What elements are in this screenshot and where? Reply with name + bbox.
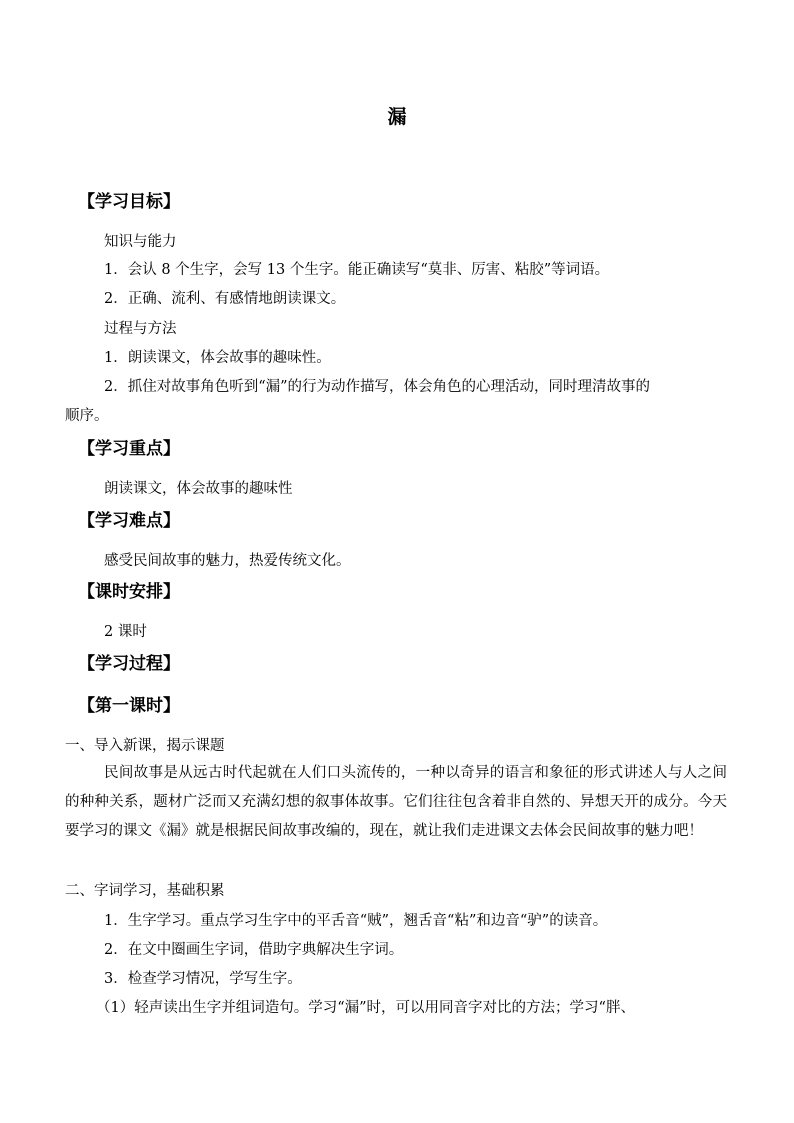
goal-item-4-line-1: 2．抓住对故事角色听到“漏”的行为动作描写，体会角色的心理活动，同时理清故事的 <box>104 379 651 395</box>
goal-item-4-line-2: 顺序。 <box>65 408 109 424</box>
heading-difficulties: 【学习难点】 <box>78 511 180 531</box>
document-title: 漏 <box>387 106 407 128</box>
goal-item-1: 1．会认 8 个生字，会写 13 个生字。能正确读写“莫非、厉害、粘胶”等词语。 <box>104 262 610 278</box>
step-1-paragraph: 民间故事是从远古时代起就在人们口头流传的，一种以奇异的语言和象征的形式讲述人与人之间的种种关系，题材广泛而又充满幻想的叙事体故事。它们往往包含着非自然的、异想天开的成分。今天要学习的课文《漏》就是根据民间故事改编的，现在，就让我们走进课文去体会民间故事的魅力吧！ <box>65 765 727 839</box>
step-2-title: 二、字词学习，基础积累 <box>65 883 225 899</box>
step-2-item-2: 2．在文中圈画生字词，借助字典解决生字词。 <box>104 942 404 958</box>
step-2-item-3-sub: （1）轻声读出生字并组词造句。学习“漏”时，可以用同音字对比的方法；学习“胖、 <box>96 1000 635 1016</box>
key-points-text: 朗读课文，体会故事的趣味性 <box>104 481 293 497</box>
subheading-process-method: 过程与方法 <box>104 321 177 337</box>
heading-learning-process: 【学习过程】 <box>78 654 180 674</box>
subheading-knowledge-ability: 知识与能力 <box>104 234 177 250</box>
difficulties-text: 感受民间故事的魅力，热爱传统文化。 <box>104 553 351 569</box>
heading-first-lesson: 【第一课时】 <box>78 696 180 716</box>
step-2-item-3: 3．检查学习情况，学写生字。 <box>104 971 302 987</box>
heading-schedule: 【课时安排】 <box>78 582 180 602</box>
heading-key-points: 【学习重点】 <box>78 439 180 459</box>
goal-item-2: 2．正确、流利、有感情地朗读课文。 <box>104 291 346 307</box>
heading-learning-goals: 【学习目标】 <box>78 192 180 212</box>
goal-item-3: 1．朗读课文，体会故事的趣味性。 <box>104 350 331 366</box>
step-2-item-1: 1．生字学习。重点学习生字中的平舌音“贼”，翘舌音“粘”和边音“驴”的读音。 <box>104 913 608 929</box>
step-1-title: 一、导入新课，揭示课题 <box>65 738 225 754</box>
schedule-text: 2 课时 <box>104 624 147 640</box>
